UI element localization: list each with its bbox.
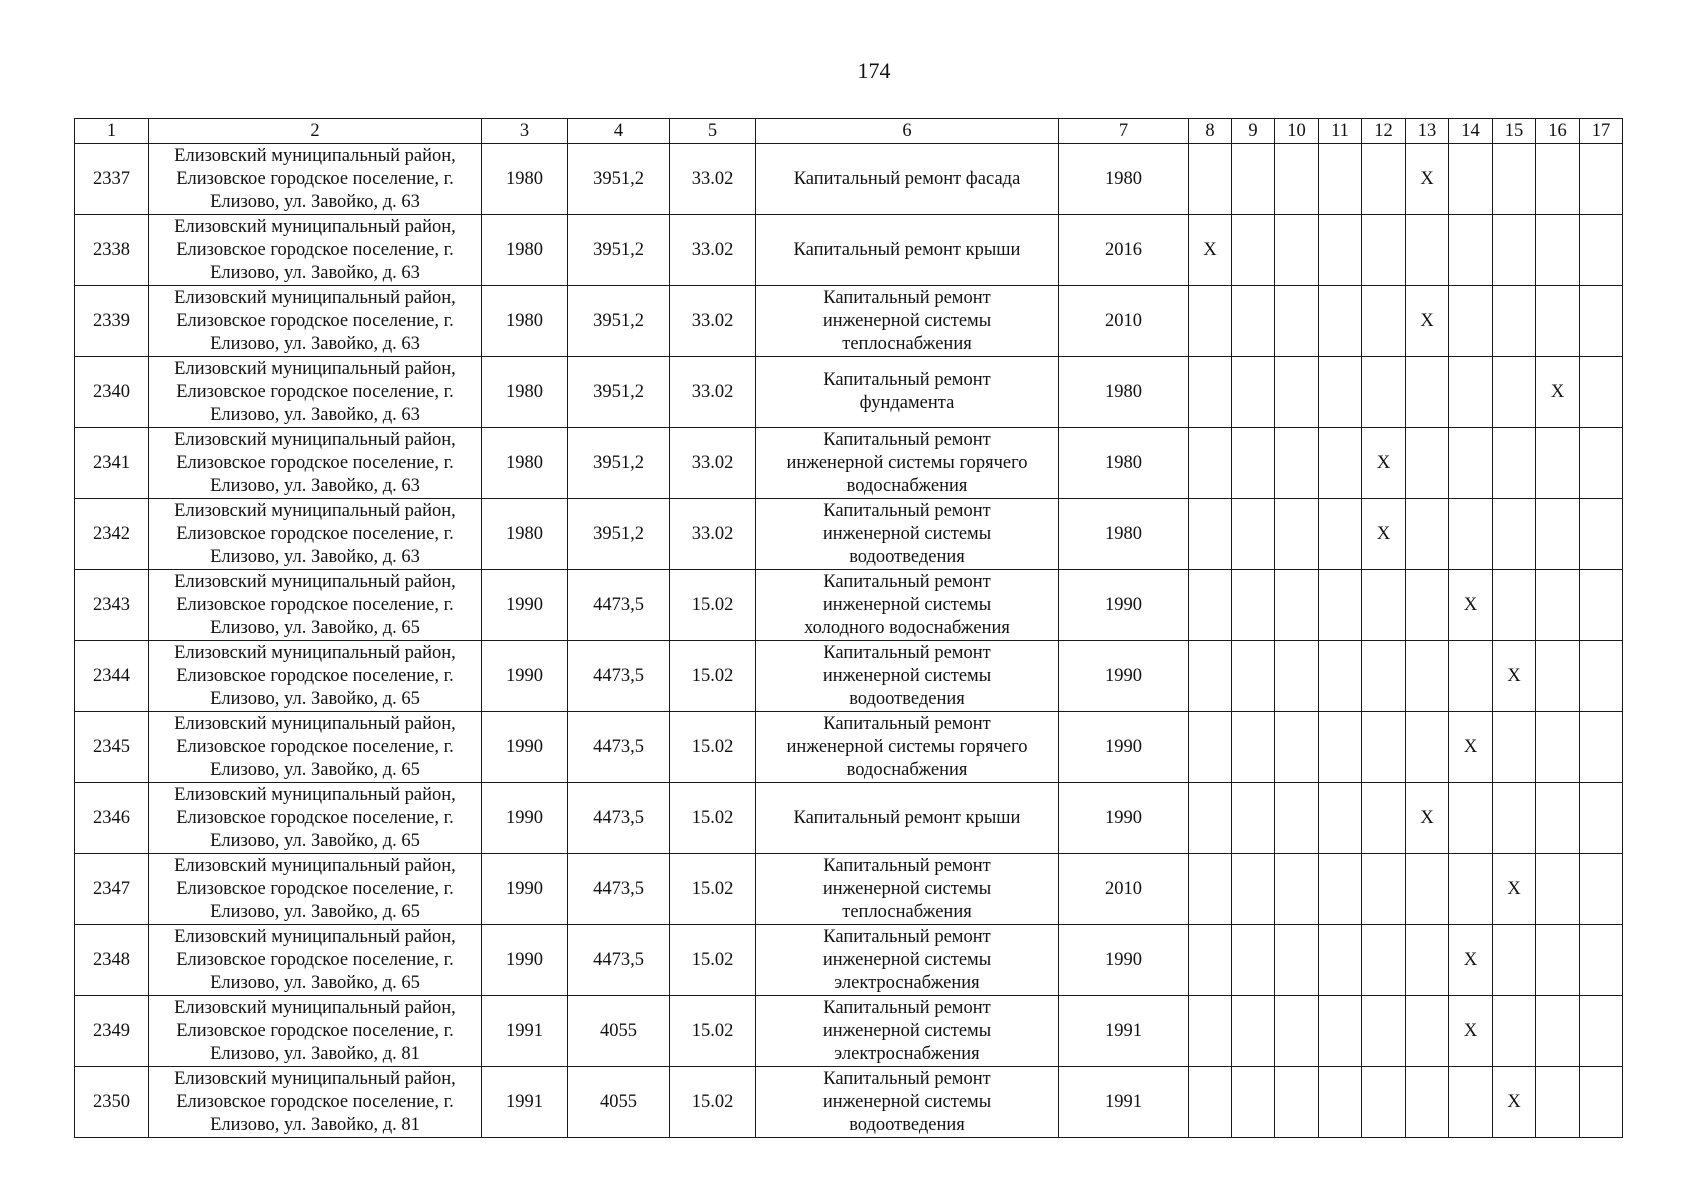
work-type-cell: Капитальный ремонт крыши bbox=[756, 215, 1059, 286]
work-type-cell: Капитальный ремонт инженерной системы водоотведения bbox=[756, 1067, 1059, 1138]
area-cell: 4473,5 bbox=[568, 570, 670, 641]
period-cell-9 bbox=[1232, 783, 1275, 854]
period-cell-10 bbox=[1275, 1067, 1319, 1138]
period-cell-15 bbox=[1493, 286, 1536, 357]
period-cell-8 bbox=[1189, 783, 1232, 854]
period-cell-10 bbox=[1275, 357, 1319, 428]
address-cell: Елизовский муниципальный район, Елизовское городское поселение, г. Елизово, ул. Завойко, д. 63 bbox=[149, 357, 482, 428]
address-cell: Елизовский муниципальный район, Елизовское городское поселение, г. Елизово, ул. Завойко, д. 63 bbox=[149, 286, 482, 357]
period-cell-9 bbox=[1232, 996, 1275, 1067]
period-cell-16 bbox=[1536, 499, 1580, 570]
work-type-cell: Капитальный ремонт крыши bbox=[756, 783, 1059, 854]
period-cell-8 bbox=[1189, 712, 1232, 783]
table-row bbox=[75, 712, 1623, 783]
period-cell-12 bbox=[1362, 286, 1406, 357]
row-number-cell: 2342 bbox=[75, 499, 149, 570]
period-cell-8 bbox=[1189, 641, 1232, 712]
period-cell-16 bbox=[1536, 712, 1580, 783]
row-number-cell: 2345 bbox=[75, 712, 149, 783]
period-cell-15: X bbox=[1493, 854, 1536, 925]
period-cell-10 bbox=[1275, 641, 1319, 712]
period-cell-11 bbox=[1319, 570, 1362, 641]
repair-year-cell: 1980 bbox=[1059, 357, 1189, 428]
period-cell-16 bbox=[1536, 1067, 1580, 1138]
header-cell: 3 bbox=[482, 119, 568, 144]
row-number-cell: 2339 bbox=[75, 286, 149, 357]
header-cell: 10 bbox=[1275, 119, 1319, 144]
period-cell-9 bbox=[1232, 286, 1275, 357]
period-cell-8 bbox=[1189, 428, 1232, 499]
table-row bbox=[75, 215, 1623, 286]
period-cell-17 bbox=[1580, 286, 1623, 357]
header-cell: 13 bbox=[1406, 119, 1449, 144]
period-cell-13 bbox=[1406, 215, 1449, 286]
header-cell: 1 bbox=[75, 119, 149, 144]
period-cell-17 bbox=[1580, 925, 1623, 996]
address-cell: Елизовский муниципальный район, Елизовское городское поселение, г. Елизово, ул. Завойко, д. 63 bbox=[149, 215, 482, 286]
period-cell-15: X bbox=[1493, 641, 1536, 712]
repair-year-cell: 1980 bbox=[1059, 428, 1189, 499]
period-cell-9 bbox=[1232, 854, 1275, 925]
period-cell-15: X bbox=[1493, 1067, 1536, 1138]
period-cell-10 bbox=[1275, 570, 1319, 641]
period-cell-12: X bbox=[1362, 428, 1406, 499]
period-cell-15 bbox=[1493, 499, 1536, 570]
code-cell: 33.02 bbox=[670, 499, 756, 570]
period-cell-10 bbox=[1275, 215, 1319, 286]
repair-year-cell: 1980 bbox=[1059, 499, 1189, 570]
period-cell-13 bbox=[1406, 712, 1449, 783]
period-cell-14 bbox=[1449, 1067, 1493, 1138]
area-cell: 3951,2 bbox=[568, 428, 670, 499]
period-cell-15 bbox=[1493, 428, 1536, 499]
code-cell: 33.02 bbox=[670, 286, 756, 357]
header-cell: 12 bbox=[1362, 119, 1406, 144]
period-cell-15 bbox=[1493, 712, 1536, 783]
commission-year-cell: 1980 bbox=[482, 215, 568, 286]
period-cell-9 bbox=[1232, 641, 1275, 712]
area-cell: 3951,2 bbox=[568, 357, 670, 428]
period-cell-9 bbox=[1232, 1067, 1275, 1138]
code-cell: 15.02 bbox=[670, 783, 756, 854]
period-cell-13 bbox=[1406, 570, 1449, 641]
area-cell: 4055 bbox=[568, 996, 670, 1067]
period-cell-14: X bbox=[1449, 712, 1493, 783]
row-number-cell: 2350 bbox=[75, 1067, 149, 1138]
period-cell-17 bbox=[1580, 996, 1623, 1067]
row-number-cell: 2346 bbox=[75, 783, 149, 854]
area-cell: 4473,5 bbox=[568, 854, 670, 925]
table-row bbox=[75, 1067, 1623, 1138]
period-cell-12 bbox=[1362, 925, 1406, 996]
address-cell: Елизовский муниципальный район, Елизовское городское поселение, г. Елизово, ул. Завойко, д. 65 bbox=[149, 783, 482, 854]
header-cell: 4 bbox=[568, 119, 670, 144]
code-cell: 15.02 bbox=[670, 570, 756, 641]
row-number-cell: 2338 bbox=[75, 215, 149, 286]
table-row bbox=[75, 357, 1623, 428]
code-cell: 15.02 bbox=[670, 641, 756, 712]
period-cell-14 bbox=[1449, 286, 1493, 357]
table-row bbox=[75, 641, 1623, 712]
period-cell-16 bbox=[1536, 428, 1580, 499]
period-cell-17 bbox=[1580, 570, 1623, 641]
period-cell-14 bbox=[1449, 357, 1493, 428]
code-cell: 15.02 bbox=[670, 996, 756, 1067]
commission-year-cell: 1990 bbox=[482, 641, 568, 712]
period-cell-14 bbox=[1449, 215, 1493, 286]
period-cell-11 bbox=[1319, 428, 1362, 499]
header-cell: 9 bbox=[1232, 119, 1275, 144]
work-type-cell: Капитальный ремонт фундамента bbox=[756, 357, 1059, 428]
period-cell-8 bbox=[1189, 499, 1232, 570]
commission-year-cell: 1980 bbox=[482, 428, 568, 499]
period-cell-10 bbox=[1275, 925, 1319, 996]
work-type-cell: Капитальный ремонт инженерной системы теплоснабжения bbox=[756, 854, 1059, 925]
period-cell-9 bbox=[1232, 144, 1275, 215]
code-cell: 15.02 bbox=[670, 712, 756, 783]
header-cell: 17 bbox=[1580, 119, 1623, 144]
area-cell: 4473,5 bbox=[568, 712, 670, 783]
row-number-cell: 2337 bbox=[75, 144, 149, 215]
repair-year-cell: 1990 bbox=[1059, 783, 1189, 854]
code-cell: 33.02 bbox=[670, 144, 756, 215]
row-number-cell: 2349 bbox=[75, 996, 149, 1067]
period-cell-12 bbox=[1362, 854, 1406, 925]
period-cell-16 bbox=[1536, 570, 1580, 641]
period-cell-9 bbox=[1232, 499, 1275, 570]
header-cell: 2 bbox=[149, 119, 482, 144]
row-number-cell: 2343 bbox=[75, 570, 149, 641]
commission-year-cell: 1990 bbox=[482, 712, 568, 783]
header-cell: 6 bbox=[756, 119, 1059, 144]
period-cell-12 bbox=[1362, 1067, 1406, 1138]
period-cell-10 bbox=[1275, 144, 1319, 215]
work-type-cell: Капитальный ремонт инженерной системы горячего водоснабжения bbox=[756, 712, 1059, 783]
period-cell-13 bbox=[1406, 499, 1449, 570]
period-cell-13 bbox=[1406, 996, 1449, 1067]
period-cell-8 bbox=[1189, 570, 1232, 641]
address-cell: Елизовский муниципальный район, Елизовское городское поселение, г. Елизово, ул. Завойко, д. 63 bbox=[149, 428, 482, 499]
period-cell-15 bbox=[1493, 996, 1536, 1067]
period-cell-11 bbox=[1319, 712, 1362, 783]
period-cell-8 bbox=[1189, 357, 1232, 428]
row-number-cell: 2348 bbox=[75, 925, 149, 996]
period-cell-13 bbox=[1406, 925, 1449, 996]
period-cell-11 bbox=[1319, 996, 1362, 1067]
commission-year-cell: 1980 bbox=[482, 499, 568, 570]
commission-year-cell: 1980 bbox=[482, 357, 568, 428]
header-cell: 16 bbox=[1536, 119, 1580, 144]
period-cell-15 bbox=[1493, 570, 1536, 641]
period-cell-10 bbox=[1275, 783, 1319, 854]
period-cell-9 bbox=[1232, 357, 1275, 428]
repair-year-cell: 2016 bbox=[1059, 215, 1189, 286]
area-cell: 4473,5 bbox=[568, 925, 670, 996]
work-type-cell: Капитальный ремонт инженерной системы водоотведения bbox=[756, 641, 1059, 712]
area-cell: 4055 bbox=[568, 1067, 670, 1138]
period-cell-14 bbox=[1449, 428, 1493, 499]
address-cell: Елизовский муниципальный район, Елизовское городское поселение, г. Елизово, ул. Завойко, д. 63 bbox=[149, 499, 482, 570]
period-cell-12 bbox=[1362, 144, 1406, 215]
address-cell: Елизовский муниципальный район, Елизовское городское поселение, г. Елизово, ул. Завойко, д. 65 bbox=[149, 641, 482, 712]
period-cell-15 bbox=[1493, 925, 1536, 996]
period-cell-17 bbox=[1580, 854, 1623, 925]
area-cell: 4473,5 bbox=[568, 641, 670, 712]
period-cell-10 bbox=[1275, 996, 1319, 1067]
repair-year-cell: 1990 bbox=[1059, 570, 1189, 641]
period-cell-10 bbox=[1275, 286, 1319, 357]
address-cell: Елизовский муниципальный район, Елизовское городское поселение, г. Елизово, ул. Завойко, д. 65 bbox=[149, 854, 482, 925]
period-cell-8 bbox=[1189, 144, 1232, 215]
area-cell: 3951,2 bbox=[568, 286, 670, 357]
repair-year-cell: 1980 bbox=[1059, 144, 1189, 215]
period-cell-16: X bbox=[1536, 357, 1580, 428]
period-cell-9 bbox=[1232, 428, 1275, 499]
table-row bbox=[75, 144, 1623, 215]
period-cell-13: X bbox=[1406, 286, 1449, 357]
period-cell-11 bbox=[1319, 144, 1362, 215]
period-cell-11 bbox=[1319, 499, 1362, 570]
row-number-cell: 2340 bbox=[75, 357, 149, 428]
capital-repair-table bbox=[74, 118, 1623, 1138]
header-cell: 15 bbox=[1493, 119, 1536, 144]
address-cell: Елизовский муниципальный район, Елизовское городское поселение, г. Елизово, ул. Завойко, д. 65 bbox=[149, 925, 482, 996]
period-cell-11 bbox=[1319, 357, 1362, 428]
repair-year-cell: 2010 bbox=[1059, 286, 1189, 357]
period-cell-17 bbox=[1580, 357, 1623, 428]
period-cell-12 bbox=[1362, 783, 1406, 854]
commission-year-cell: 1990 bbox=[482, 854, 568, 925]
repair-year-cell: 1990 bbox=[1059, 925, 1189, 996]
period-cell-14: X bbox=[1449, 570, 1493, 641]
address-cell: Елизовский муниципальный район, Елизовское городское поселение, г. Елизово, ул. Завойко, д. 63 bbox=[149, 144, 482, 215]
period-cell-16 bbox=[1536, 854, 1580, 925]
period-cell-11 bbox=[1319, 286, 1362, 357]
repair-year-cell: 1991 bbox=[1059, 996, 1189, 1067]
period-cell-15 bbox=[1493, 357, 1536, 428]
period-cell-17 bbox=[1580, 428, 1623, 499]
header-cell: 14 bbox=[1449, 119, 1493, 144]
commission-year-cell: 1991 bbox=[482, 996, 568, 1067]
period-cell-12 bbox=[1362, 570, 1406, 641]
period-cell-10 bbox=[1275, 712, 1319, 783]
code-cell: 15.02 bbox=[670, 925, 756, 996]
period-cell-14: X bbox=[1449, 925, 1493, 996]
period-cell-10 bbox=[1275, 499, 1319, 570]
period-cell-9 bbox=[1232, 570, 1275, 641]
period-cell-13: X bbox=[1406, 783, 1449, 854]
period-cell-14 bbox=[1449, 499, 1493, 570]
period-cell-14: X bbox=[1449, 996, 1493, 1067]
repair-year-cell: 2010 bbox=[1059, 854, 1189, 925]
period-cell-12 bbox=[1362, 215, 1406, 286]
period-cell-14 bbox=[1449, 783, 1493, 854]
table-row bbox=[75, 854, 1623, 925]
work-type-cell: Капитальный ремонт инженерной системы электроснабжения bbox=[756, 925, 1059, 996]
header-cell: 11 bbox=[1319, 119, 1362, 144]
table-row bbox=[75, 286, 1623, 357]
table-row bbox=[75, 428, 1623, 499]
period-cell-8 bbox=[1189, 996, 1232, 1067]
period-cell-9 bbox=[1232, 712, 1275, 783]
period-cell-10 bbox=[1275, 854, 1319, 925]
page-number: 174 bbox=[857, 58, 891, 83]
commission-year-cell: 1980 bbox=[482, 144, 568, 215]
repair-year-cell: 1990 bbox=[1059, 641, 1189, 712]
area-cell: 4473,5 bbox=[568, 783, 670, 854]
period-cell-8 bbox=[1189, 854, 1232, 925]
period-cell-10 bbox=[1275, 428, 1319, 499]
period-cell-8 bbox=[1189, 1067, 1232, 1138]
address-cell: Елизовский муниципальный район, Елизовское городское поселение, г. Елизово, ул. Завойко, д. 65 bbox=[149, 712, 482, 783]
commission-year-cell: 1980 bbox=[482, 286, 568, 357]
period-cell-13 bbox=[1406, 641, 1449, 712]
table-row bbox=[75, 925, 1623, 996]
work-type-cell: Капитальный ремонт инженерной системы теплоснабжения bbox=[756, 286, 1059, 357]
commission-year-cell: 1990 bbox=[482, 783, 568, 854]
period-cell-11 bbox=[1319, 215, 1362, 286]
period-cell-16 bbox=[1536, 925, 1580, 996]
period-cell-11 bbox=[1319, 1067, 1362, 1138]
work-type-cell: Капитальный ремонт инженерной системы водоотведения bbox=[756, 499, 1059, 570]
period-cell-12 bbox=[1362, 641, 1406, 712]
period-cell-13 bbox=[1406, 854, 1449, 925]
period-cell-11 bbox=[1319, 925, 1362, 996]
address-cell: Елизовский муниципальный район, Елизовское городское поселение, г. Елизово, ул. Завойко, д. 81 bbox=[149, 1067, 482, 1138]
period-cell-13: X bbox=[1406, 144, 1449, 215]
header-cell: 8 bbox=[1189, 119, 1232, 144]
work-type-cell: Капитальный ремонт инженерной системы холодного водоснабжения bbox=[756, 570, 1059, 641]
code-cell: 33.02 bbox=[670, 357, 756, 428]
period-cell-16 bbox=[1536, 144, 1580, 215]
period-cell-14 bbox=[1449, 144, 1493, 215]
work-type-cell: Капитальный ремонт инженерной системы горячего водоснабжения bbox=[756, 428, 1059, 499]
period-cell-17 bbox=[1580, 144, 1623, 215]
row-number-cell: 2341 bbox=[75, 428, 149, 499]
period-cell-11 bbox=[1319, 854, 1362, 925]
area-cell: 3951,2 bbox=[568, 144, 670, 215]
period-cell-16 bbox=[1536, 286, 1580, 357]
commission-year-cell: 1990 bbox=[482, 570, 568, 641]
period-cell-8: X bbox=[1189, 215, 1232, 286]
table-row bbox=[75, 570, 1623, 641]
period-cell-11 bbox=[1319, 641, 1362, 712]
period-cell-17 bbox=[1580, 641, 1623, 712]
row-number-cell: 2344 bbox=[75, 641, 149, 712]
period-cell-13 bbox=[1406, 428, 1449, 499]
period-cell-13 bbox=[1406, 357, 1449, 428]
period-cell-11 bbox=[1319, 783, 1362, 854]
period-cell-17 bbox=[1580, 712, 1623, 783]
period-cell-12 bbox=[1362, 712, 1406, 783]
period-cell-12 bbox=[1362, 996, 1406, 1067]
commission-year-cell: 1990 bbox=[482, 925, 568, 996]
repair-year-cell: 1991 bbox=[1059, 1067, 1189, 1138]
code-cell: 15.02 bbox=[670, 854, 756, 925]
table-row bbox=[75, 499, 1623, 570]
period-cell-12 bbox=[1362, 357, 1406, 428]
period-cell-8 bbox=[1189, 286, 1232, 357]
row-number-cell: 2347 bbox=[75, 854, 149, 925]
period-cell-15 bbox=[1493, 215, 1536, 286]
code-cell: 33.02 bbox=[670, 215, 756, 286]
header-cell: 7 bbox=[1059, 119, 1189, 144]
period-cell-16 bbox=[1536, 783, 1580, 854]
period-cell-8 bbox=[1189, 925, 1232, 996]
period-cell-17 bbox=[1580, 1067, 1623, 1138]
period-cell-13 bbox=[1406, 1067, 1449, 1138]
table-row bbox=[75, 996, 1623, 1067]
period-cell-17 bbox=[1580, 215, 1623, 286]
period-cell-17 bbox=[1580, 783, 1623, 854]
table-row bbox=[75, 783, 1623, 854]
work-type-cell: Капитальный ремонт фасада bbox=[756, 144, 1059, 215]
period-cell-15 bbox=[1493, 144, 1536, 215]
address-cell: Елизовский муниципальный район, Елизовское городское поселение, г. Елизово, ул. Завойко, д. 81 bbox=[149, 996, 482, 1067]
code-cell: 15.02 bbox=[670, 1067, 756, 1138]
address-cell: Елизовский муниципальный район, Елизовское городское поселение, г. Елизово, ул. Завойко, д. 65 bbox=[149, 570, 482, 641]
commission-year-cell: 1991 bbox=[482, 1067, 568, 1138]
period-cell-16 bbox=[1536, 996, 1580, 1067]
code-cell: 33.02 bbox=[670, 428, 756, 499]
period-cell-15 bbox=[1493, 783, 1536, 854]
area-cell: 3951,2 bbox=[568, 499, 670, 570]
period-cell-14 bbox=[1449, 641, 1493, 712]
period-cell-9 bbox=[1232, 925, 1275, 996]
repair-year-cell: 1990 bbox=[1059, 712, 1189, 783]
period-cell-16 bbox=[1536, 215, 1580, 286]
header-row bbox=[75, 119, 1623, 144]
work-type-cell: Капитальный ремонт инженерной системы электроснабжения bbox=[756, 996, 1059, 1067]
header-cell: 5 bbox=[670, 119, 756, 144]
period-cell-16 bbox=[1536, 641, 1580, 712]
area-cell: 3951,2 bbox=[568, 215, 670, 286]
period-cell-17 bbox=[1580, 499, 1623, 570]
period-cell-14 bbox=[1449, 854, 1493, 925]
period-cell-12: X bbox=[1362, 499, 1406, 570]
period-cell-9 bbox=[1232, 215, 1275, 286]
